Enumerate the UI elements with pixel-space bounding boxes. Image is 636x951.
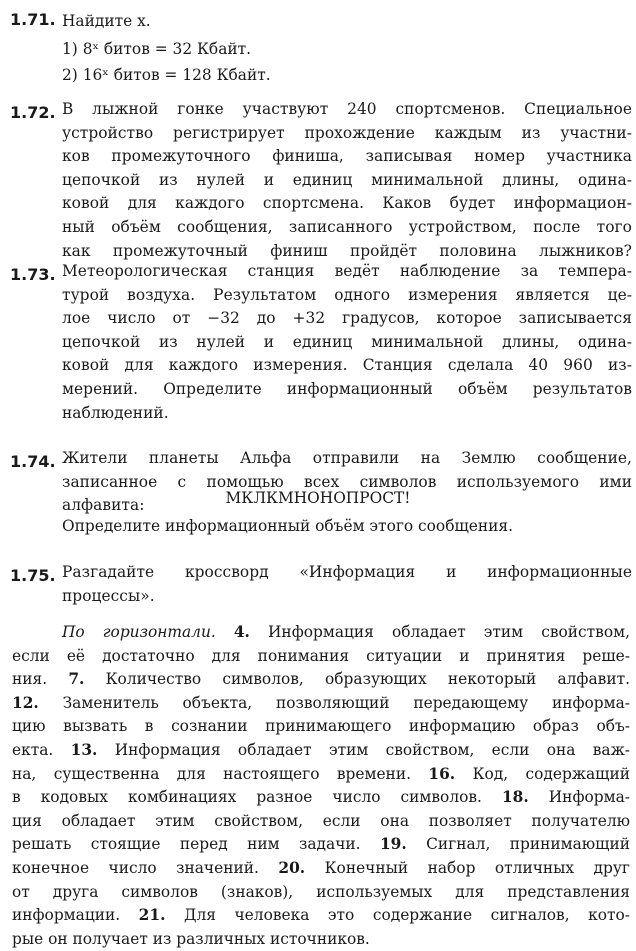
clue-text: ния. bbox=[12, 670, 48, 689]
sub-item-1: 1) 8ˣ битов = 32 Кбайт. bbox=[62, 40, 252, 58]
clue-text: на, существенна для настоящего времени. bbox=[12, 764, 411, 783]
clue-line bbox=[12, 833, 630, 857]
clue-line bbox=[12, 857, 630, 881]
problem-text bbox=[62, 260, 632, 425]
sub-item-2: 2) 16ˣ битов = 128 Кбайт. bbox=[62, 66, 271, 84]
text-line: наблюдений. bbox=[62, 403, 169, 422]
text-line: ковой для каждого измерения. Станция сделала 40 960 из- bbox=[62, 356, 632, 375]
problem-number: 1.71. bbox=[10, 10, 56, 29]
clue-text: решать стоящие перед ним задачи. bbox=[12, 835, 361, 854]
problem-text bbox=[62, 447, 632, 518]
clue-line bbox=[12, 904, 630, 928]
clue-number: 12. bbox=[12, 693, 39, 712]
problem-number: 1.75. bbox=[10, 566, 56, 585]
clue-number: 16. bbox=[428, 764, 456, 783]
text-line: алфавита: bbox=[62, 496, 145, 515]
clue-text: Для человека это содержание сигналов, кото- bbox=[183, 906, 630, 925]
clue-line bbox=[12, 763, 630, 787]
text-line: цепочкой из нулей и единиц минимальной длины, одина- bbox=[62, 332, 632, 351]
clue-line: если её достаточно для понимания ситуации и принятия реше- bbox=[12, 646, 630, 665]
clue-text: Код, содержащий bbox=[472, 764, 630, 783]
clue-text: Информация обладает этим свойством, bbox=[268, 623, 630, 641]
crossword-clues bbox=[12, 621, 630, 951]
text-line: цепочкой из нулей и единиц минимальной длины, одина- bbox=[62, 170, 632, 189]
clue-line: ция обладает этим свойством, если она позволяет получателю bbox=[12, 811, 630, 830]
text-line: турой воздуха. Результатом одного измерения является це- bbox=[62, 285, 632, 304]
problem-question: Определите информационный объём этого сообщения. bbox=[62, 517, 514, 535]
problem-number: 1.72. bbox=[10, 103, 56, 122]
problem-text bbox=[62, 98, 632, 263]
text-line: лое число от −32 до +32 градусов, которое записывается bbox=[62, 309, 632, 328]
clue-text: Количество символов, образующих некоторый алфавит. bbox=[105, 670, 630, 689]
text-line: В лыжной гонке участвуют 240 спортсменов. Специальное bbox=[62, 100, 632, 118]
clue-text: Сигнал, принимающий bbox=[426, 835, 630, 854]
horizontal-heading: По горизонтали. bbox=[62, 623, 216, 641]
clue-number: 18. bbox=[501, 788, 529, 807]
problem-text bbox=[62, 561, 632, 608]
text-line: устройство регистрирует прохождение каждым из участни- bbox=[62, 123, 632, 142]
alien-message: МКЛКМНОНОПРОСТ! bbox=[225, 489, 411, 507]
clue-text: Заменитель объекта, позволяющий передающему информа- bbox=[62, 693, 630, 712]
clue-number: 21. bbox=[138, 906, 166, 925]
clue-number: 7. bbox=[68, 670, 85, 689]
clue-number: 4. bbox=[233, 623, 250, 641]
text-line: ный объём сообщения, записанного устройством, после того bbox=[62, 217, 632, 236]
problem-number: 1.73. bbox=[10, 265, 56, 284]
text-line: Разгадайте кроссворд «Информация и информационные bbox=[62, 563, 632, 581]
clue-text: екта. bbox=[12, 740, 54, 759]
clue-number: 19. bbox=[379, 835, 407, 854]
problem-number: 1.74. bbox=[10, 452, 56, 471]
clue-line bbox=[12, 739, 630, 763]
text-line: процессы». bbox=[62, 586, 155, 605]
clue-line: рые он получает из различных источников. bbox=[12, 929, 370, 948]
clue-text: Информация обладает этим свойством, если она важ- bbox=[114, 740, 630, 759]
clue-text: Конечный набор отличных друг bbox=[324, 858, 630, 877]
clue-line bbox=[12, 621, 630, 645]
text-line: Жители планеты Альфа отправили на Землю сообщение, bbox=[62, 449, 632, 467]
clue-text: информации. bbox=[12, 906, 121, 925]
clue-line: от друга символов (знаков), используемых для представления bbox=[12, 882, 630, 901]
clue-text: в кодовых комбинациях разное число символов. bbox=[12, 788, 482, 807]
clue-line bbox=[12, 786, 630, 810]
text-line: как промежуточный финиш пройдёт половина лыжников? bbox=[62, 241, 632, 260]
text-line: Метеорологическая станция ведёт наблюдение за темпера- bbox=[62, 262, 632, 280]
clue-line bbox=[12, 668, 630, 692]
clue-text: конечное число значений. bbox=[12, 858, 259, 877]
text-line: записанное с помощью всех символов используемого ими bbox=[62, 472, 632, 491]
text-line: мерений. Определите информационный объём результатов bbox=[62, 379, 632, 398]
clue-number: 20. bbox=[278, 858, 306, 877]
text-line: ковой для каждого спортсмена. Каков будет информацион- bbox=[62, 194, 632, 213]
clue-text: Информа- bbox=[548, 788, 630, 807]
text-line: ков промежуточного финиша, записывая номер участника bbox=[62, 147, 632, 166]
clue-line: цию вызвать в сознании принимающего информацию образ объ- bbox=[12, 717, 630, 736]
clue-line bbox=[12, 692, 630, 716]
clue-number: 13. bbox=[70, 740, 98, 759]
problem-title: Найдите x. bbox=[62, 12, 151, 30]
